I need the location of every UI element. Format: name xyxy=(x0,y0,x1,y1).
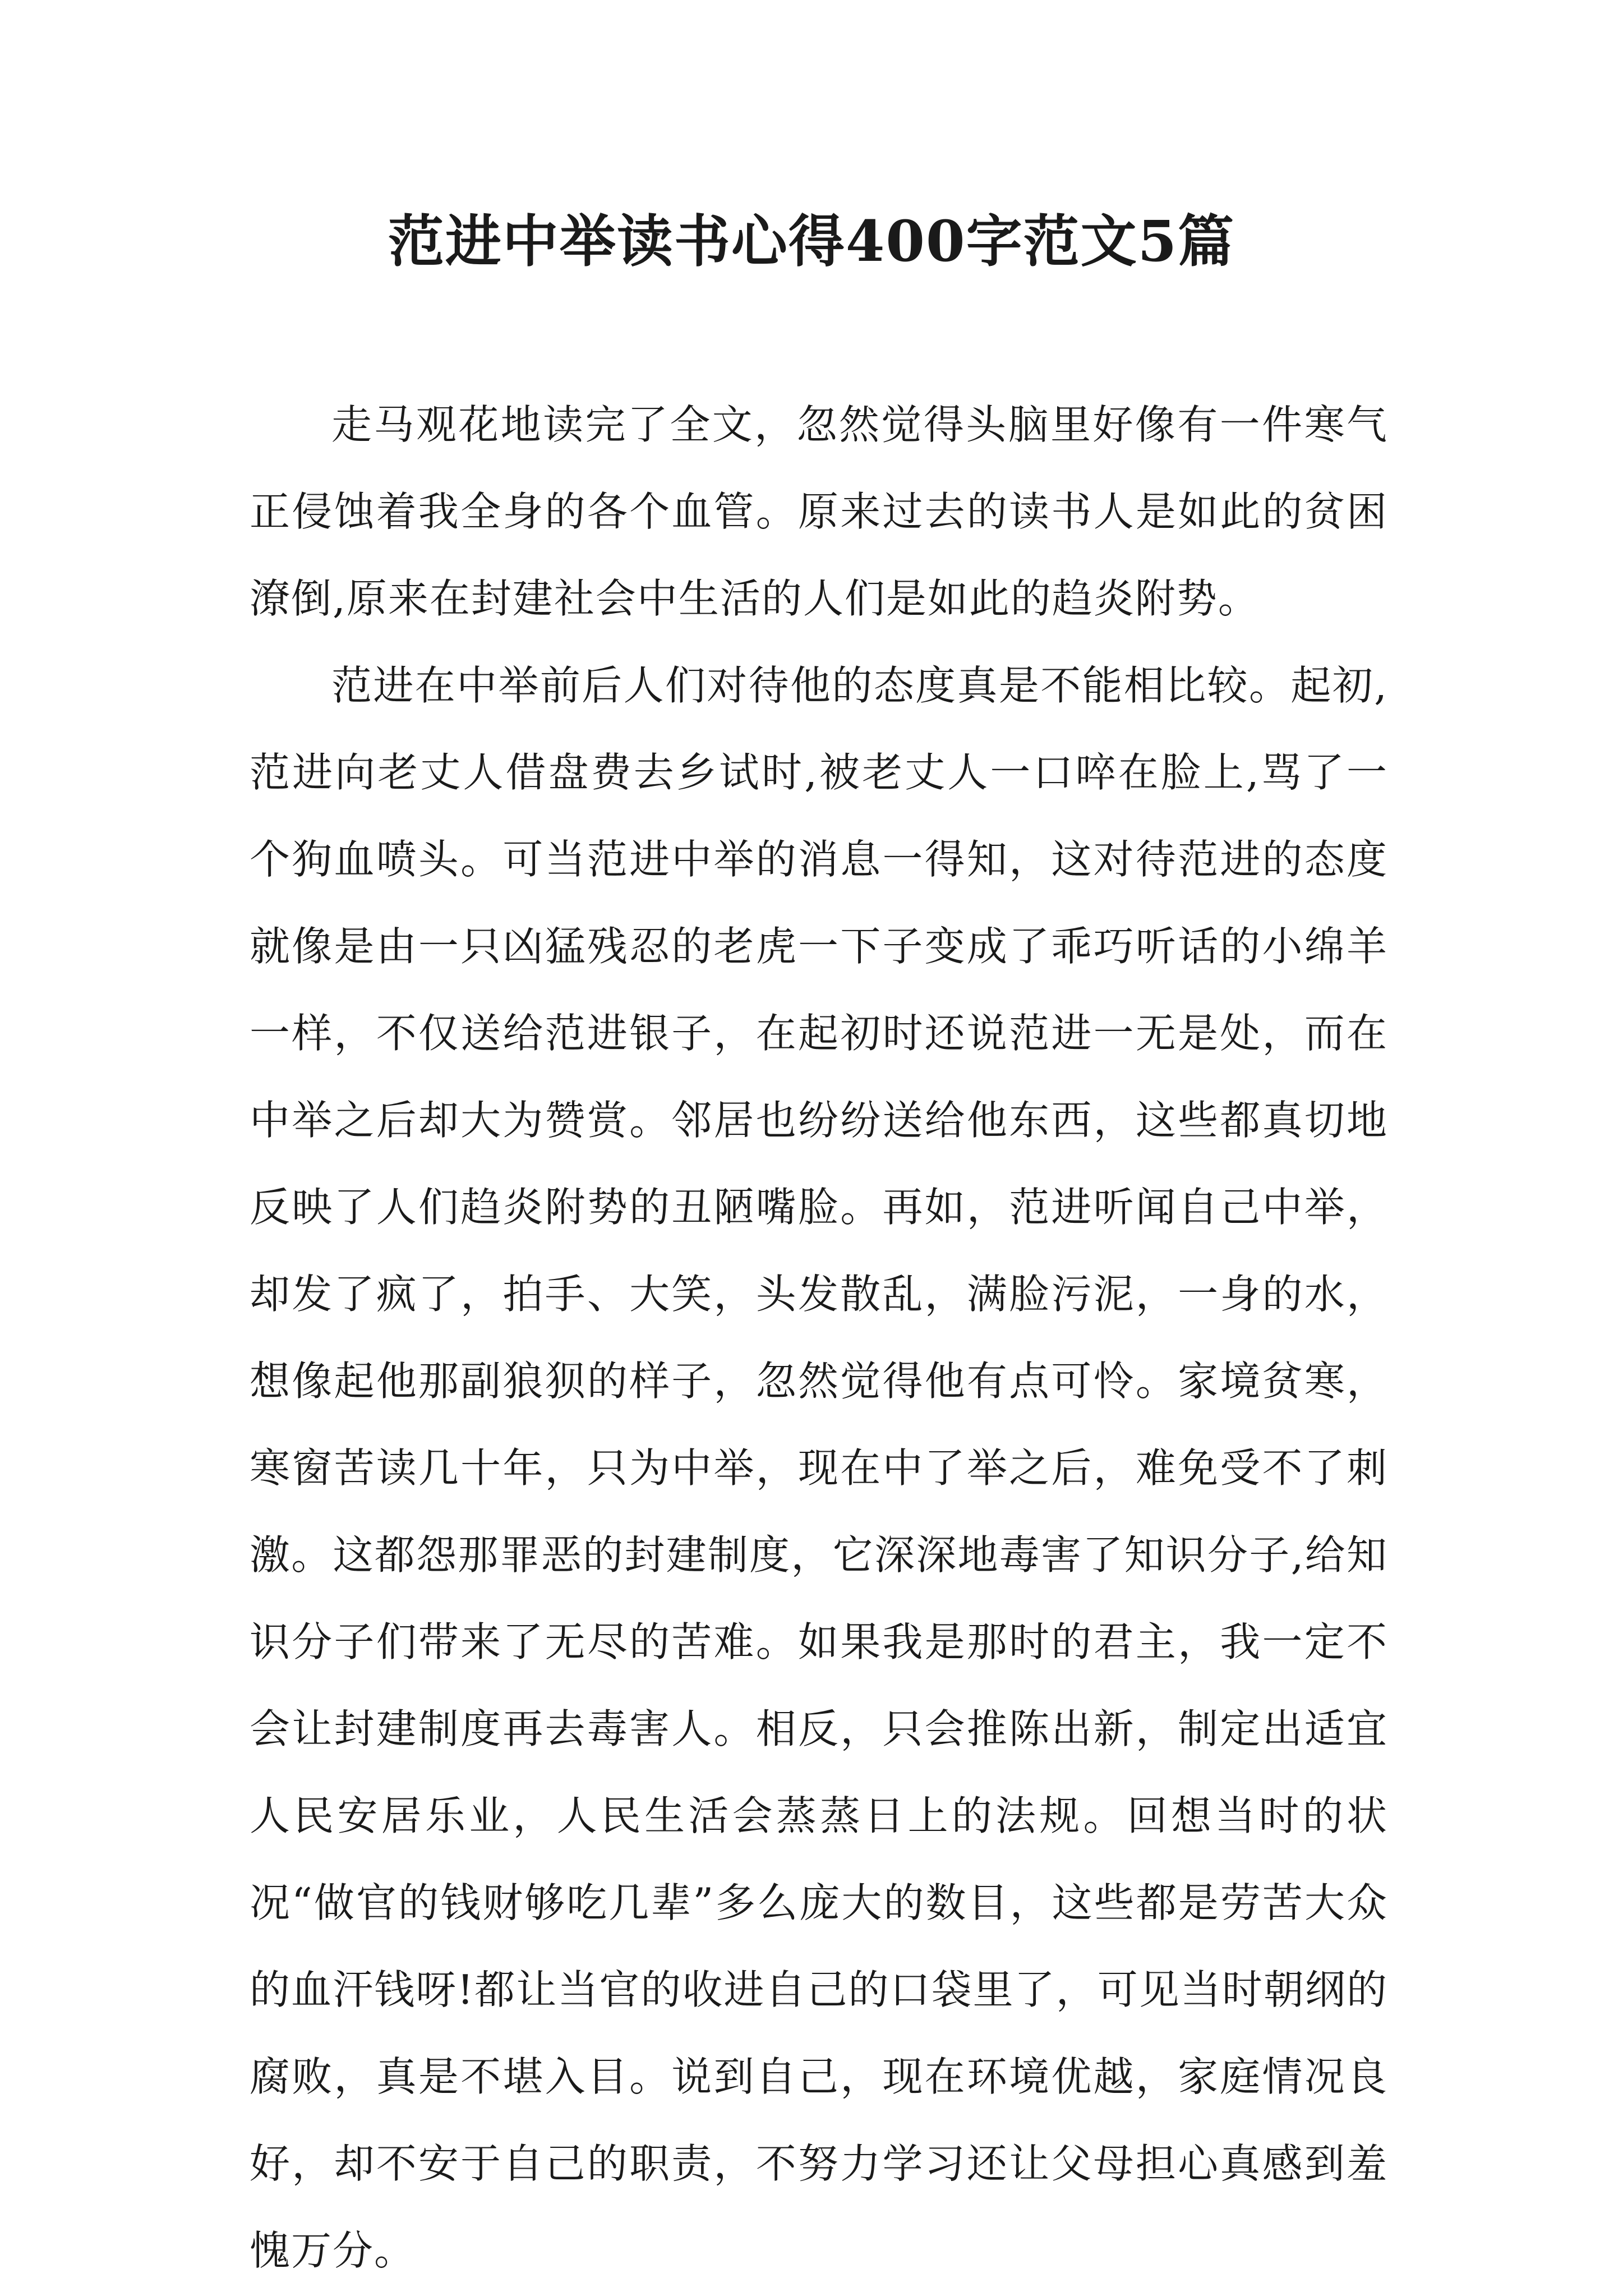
paragraph-2: 范进在中举前后人们对待他的态度真是不能相比较。起初,范进向老丈人借盘费去乡试时,被老丈人一口啐在脸上,骂了一个狗血喷头。可当范进中举的消息一得知，这对待范进的态度就像是由一只凶猛残忍的老虎一下子变成了乖巧听话的小绵羊一样，不仅送给范进银子，在起初时还说范进一无是处，而在中举之后却大为赞赏。邻居也纷纷送给他东西，这些都真切地反映了人们趋炎附势的丑陋嘴脸。再如，范进听闻自己中举，却发了疯了，拍手、大笑，头发散乱，满脸污泥，一身的水，想像起他那副狼狈的样子，忽然觉得他有点可怜。家境贫寒，寒窗苦读几十年，只为中举，现在中了举之后，难免受不了刺激。这都怨那罪恶的封建制度，它深深地毒害了知识分子,给知识分子们带来了无尽的苦难。如果我是那时的君主，我一定不会让封建制度再去毒害人。相反，只会推陈出新，制定出适宜人民安居乐业，人民生活会蒸蒸日上的法规。回想当时的状况“做官的钱财够吃几辈”多么庞大的数目，这些都是劳苦大众的血汗钱呀!都让当官的收进自己的口袋里了，可见当时朝纲的腐败，真是不堪入目。说到自己，现在环境优越，家庭情况良好，却不安于自己的职责，不努力学习还让父母担心真感到羞愧万分。 xyxy=(250,662,1388,2274)
paragraph-1: 走马观花地读完了全文，忽然觉得头脑里好像有一件寒气正侵蚀着我全身的各个血管。原来过去的读书人是如此的贫困潦倒,原来在封建社会中生活的人们是如此的趋炎附势。 xyxy=(250,401,1388,622)
document-title: 范进中举读书心得400字范文5篇 xyxy=(388,208,1235,274)
document-body xyxy=(250,381,1388,2294)
